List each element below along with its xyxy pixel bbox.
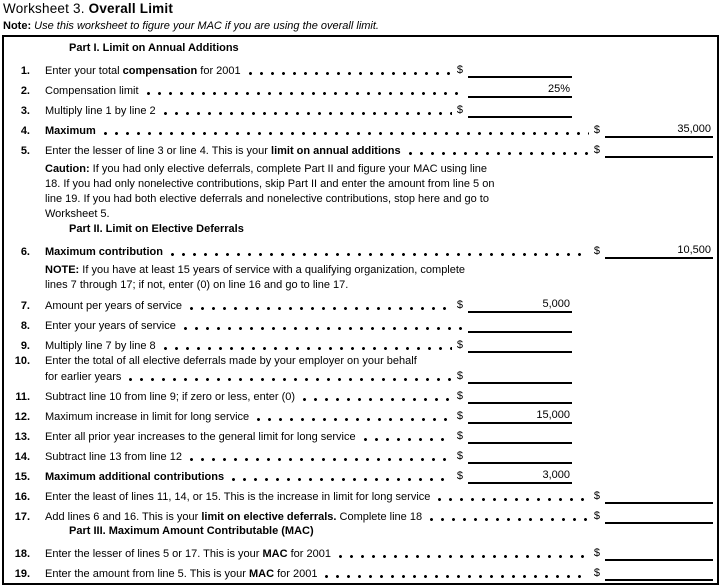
usage-note	[3, 20, 379, 33]
dollar-sign: $	[456, 410, 463, 422]
worksheet-line-10	[4, 353, 717, 368]
label-segment: Amount per years of service	[45, 300, 182, 312]
dollar-sign: $	[593, 510, 600, 522]
label-segment: Compensation limit	[45, 85, 139, 97]
dot-leader	[409, 152, 589, 155]
dollar-sign: $	[456, 299, 463, 311]
label-segment: Enter the lesser of lines 5 or 17. This is your	[45, 548, 263, 560]
label-segment: Add lines 6 and 16. This is your	[45, 511, 202, 523]
line-17-entry-blank	[605, 508, 713, 524]
line-number: 19.	[14, 568, 30, 580]
line-number: 12.	[14, 411, 30, 423]
dollar-sign: $	[456, 470, 463, 482]
label-segment: limit on annual additions	[271, 145, 401, 157]
label-segment: limit on elective deferrals.	[201, 511, 337, 523]
line-1-entry-blank	[468, 62, 572, 78]
line-number: 8.	[20, 320, 30, 332]
line-11-entry-blank	[468, 388, 572, 404]
dot-leader	[190, 458, 452, 461]
line-4-entry-blank	[605, 122, 713, 138]
line-16-entry-blank	[605, 488, 713, 504]
page-title	[3, 0, 173, 17]
dot-leader	[164, 112, 452, 115]
line-number: 6.	[20, 246, 30, 258]
line-7-entry-blank	[468, 297, 572, 313]
dollar-sign: $	[593, 567, 600, 579]
worksheet-line-14	[4, 444, 572, 464]
label-segment: for 2001	[287, 548, 331, 560]
line-14-entry-blank	[468, 448, 572, 464]
line-label	[45, 145, 401, 158]
worksheet-line-3	[4, 98, 572, 118]
label-segment: for 2001	[274, 568, 318, 580]
line-number: 17.	[14, 511, 30, 523]
line-number: 2.	[20, 85, 30, 97]
dollar-sign: $	[456, 390, 463, 402]
worksheet-table	[2, 35, 719, 585]
paragraph-text: If you had only elective deferrals, complete Part II and figure your MAC using line 18. If you had only nonelective contributions, skip Part II and enter the amount from line 5 on line 19. If you had both elective deferrals and nonelective contributions, stop here and go to Worksheet 5.	[45, 163, 495, 220]
line-label	[45, 340, 156, 353]
worksheet-line-15	[4, 464, 572, 484]
dollar-sign: $	[593, 490, 600, 502]
line-number: 1.	[20, 65, 30, 77]
label-segment: Enter the lesser of line 3 or line 4. This is your	[45, 145, 272, 157]
line-15-entry-blank	[468, 468, 572, 484]
dot-leader	[249, 72, 452, 75]
dot-leader	[147, 92, 463, 95]
line-label	[45, 65, 241, 78]
line-number: 18.	[14, 548, 30, 560]
note-label: Note:	[3, 20, 32, 32]
worksheet-line-19	[4, 561, 713, 581]
line-7-value: 5,000	[542, 298, 570, 310]
line-12-entry-blank	[468, 408, 572, 424]
dot-leader	[303, 398, 452, 401]
line-5-entry-blank	[605, 142, 713, 158]
line-number: 3.	[20, 105, 30, 117]
worksheet-line-10-continued	[4, 368, 572, 384]
label-segment: for earlier years	[45, 371, 122, 383]
label-segment: Maximum increase in limit for long service	[45, 411, 250, 423]
line-label	[45, 548, 331, 561]
line-number: 7.	[20, 300, 30, 312]
line-6-entry-blank	[605, 243, 713, 259]
worksheet-line-11	[4, 384, 572, 404]
dollar-sign: $	[456, 104, 463, 116]
line-label	[45, 320, 176, 333]
line-label	[45, 85, 139, 98]
line-label	[45, 491, 430, 504]
line-number: 14.	[14, 451, 30, 463]
dot-leader	[190, 307, 452, 310]
paragraph-text: If you have at least 15 years of service with a qualifying organization, complete lines 7 through 17; if not, enter (0) on line 16 and go to line 17.	[45, 264, 466, 291]
worksheet-line-13	[4, 424, 572, 444]
line-18-entry-blank	[605, 545, 713, 561]
label-segment: Maximum	[45, 125, 96, 137]
label-segment: Maximum contribution	[45, 246, 163, 258]
line-number: 11.	[15, 391, 30, 403]
line-2-value: 25%	[547, 83, 570, 95]
label-segment: Complete line 18	[336, 511, 423, 523]
dollar-sign: $	[593, 245, 600, 257]
worksheet-line-6	[4, 239, 713, 259]
worksheet-line-1	[4, 58, 572, 78]
dot-leader	[438, 498, 588, 501]
dot-leader	[171, 253, 589, 256]
line-label	[45, 568, 317, 581]
worksheet-line-8	[4, 313, 572, 333]
line-number: 15.	[14, 471, 30, 483]
line-label	[45, 300, 182, 313]
note-15-years	[45, 263, 469, 293]
worksheet-line-12	[4, 404, 572, 424]
line-label	[45, 125, 96, 138]
worksheet-line-4	[4, 118, 713, 138]
dot-leader	[104, 132, 589, 135]
label-segment: MAC	[249, 568, 275, 580]
line-number: 13.	[14, 431, 30, 443]
dollar-sign: $	[456, 64, 463, 76]
line-label-continued	[45, 371, 121, 384]
line-number: 5.	[20, 145, 30, 157]
dot-leader	[257, 418, 452, 421]
label-segment: compensation	[122, 65, 198, 77]
part-header: Part III. Maximum Amount Contributable (MAC)	[69, 525, 314, 537]
label-segment: Enter the total of all elective deferrals made by your employer on your behalf	[45, 355, 417, 367]
line-number: 9.	[20, 340, 30, 352]
dot-leader	[232, 478, 452, 481]
dot-leader	[164, 347, 452, 350]
line-label	[45, 411, 249, 424]
line-12-value: 15,000	[536, 409, 570, 421]
dollar-sign: $	[456, 339, 463, 351]
line-number: 4.	[20, 125, 30, 137]
part-header: Part I. Limit on Annual Additions	[69, 42, 239, 54]
label-segment: for 2001	[197, 65, 241, 77]
line-label	[45, 391, 295, 404]
line-10-entry-blank	[468, 368, 572, 384]
note-text: Use this worksheet to figure your MAC if you are using the overall limit.	[34, 20, 379, 32]
line-4-value: 35,000	[677, 123, 711, 135]
paragraph-lead: NOTE:	[45, 264, 83, 276]
label-segment: Enter the least of lines 11, 14, or 15. This is the increase in limit for long service	[45, 491, 431, 503]
line-label	[45, 511, 422, 524]
paragraph-lead: Caution:	[45, 163, 93, 175]
dollar-sign: $	[456, 450, 463, 462]
line-label	[45, 246, 163, 259]
line-number: 10.	[14, 355, 30, 367]
label-segment: Enter the amount from line 5. This is your	[45, 568, 249, 580]
worksheet-line-9	[4, 333, 572, 353]
line-label	[45, 105, 156, 118]
dollar-sign: $	[593, 547, 600, 559]
caution-note	[45, 162, 497, 222]
dollar-sign: $	[456, 370, 463, 382]
line-number: 16.	[14, 491, 30, 503]
dot-leader	[184, 327, 463, 330]
label-segment: Enter your total	[45, 65, 123, 77]
worksheet-name: Overall Limit	[88, 1, 174, 16]
part-header: Part II. Limit on Elective Deferrals	[69, 223, 244, 235]
label-segment: Multiply line 1 by line 2	[45, 105, 156, 117]
line-6-value: 10,500	[677, 244, 711, 256]
worksheet-line-16	[4, 484, 713, 504]
dot-leader	[339, 555, 589, 558]
line-13-entry-blank	[468, 428, 572, 444]
dollar-sign: $	[593, 144, 600, 156]
label-segment: Multiply line 7 by line 8	[45, 340, 156, 352]
line-3-entry-blank	[468, 102, 572, 118]
dollar-sign: $	[456, 430, 463, 442]
line-label	[45, 431, 356, 444]
worksheet-line-5	[4, 138, 713, 158]
label-segment: Subtract line 13 from line 12	[45, 451, 182, 463]
worksheet-line-18	[4, 541, 713, 561]
line-label	[45, 471, 224, 484]
label-segment: MAC	[262, 548, 288, 560]
dot-leader	[325, 575, 588, 578]
line-19-entry-blank	[605, 565, 713, 581]
label-segment: Maximum additional contributions	[45, 471, 225, 483]
label-segment: Subtract line 10 from line 9; if zero or less, enter (0)	[45, 391, 296, 403]
label-segment: Enter all prior year increases to the general limit for long service	[45, 431, 356, 443]
dot-leader	[430, 518, 589, 521]
dollar-sign: $	[593, 124, 600, 136]
line-label	[45, 355, 417, 368]
line-8-entry-blank	[468, 317, 572, 333]
worksheet-line-17	[4, 504, 713, 524]
line-9-entry-blank	[468, 337, 572, 353]
dot-leader	[364, 438, 452, 441]
line-label	[45, 451, 182, 464]
line-15-value: 3,000	[542, 469, 570, 481]
label-segment: Enter your years of service	[45, 320, 176, 332]
worksheet-number: Worksheet 3.	[3, 1, 85, 16]
worksheet-line-2	[4, 78, 572, 98]
worksheet-line-7	[4, 293, 572, 313]
dot-leader	[129, 378, 451, 381]
line-2-entry-blank	[468, 82, 572, 98]
